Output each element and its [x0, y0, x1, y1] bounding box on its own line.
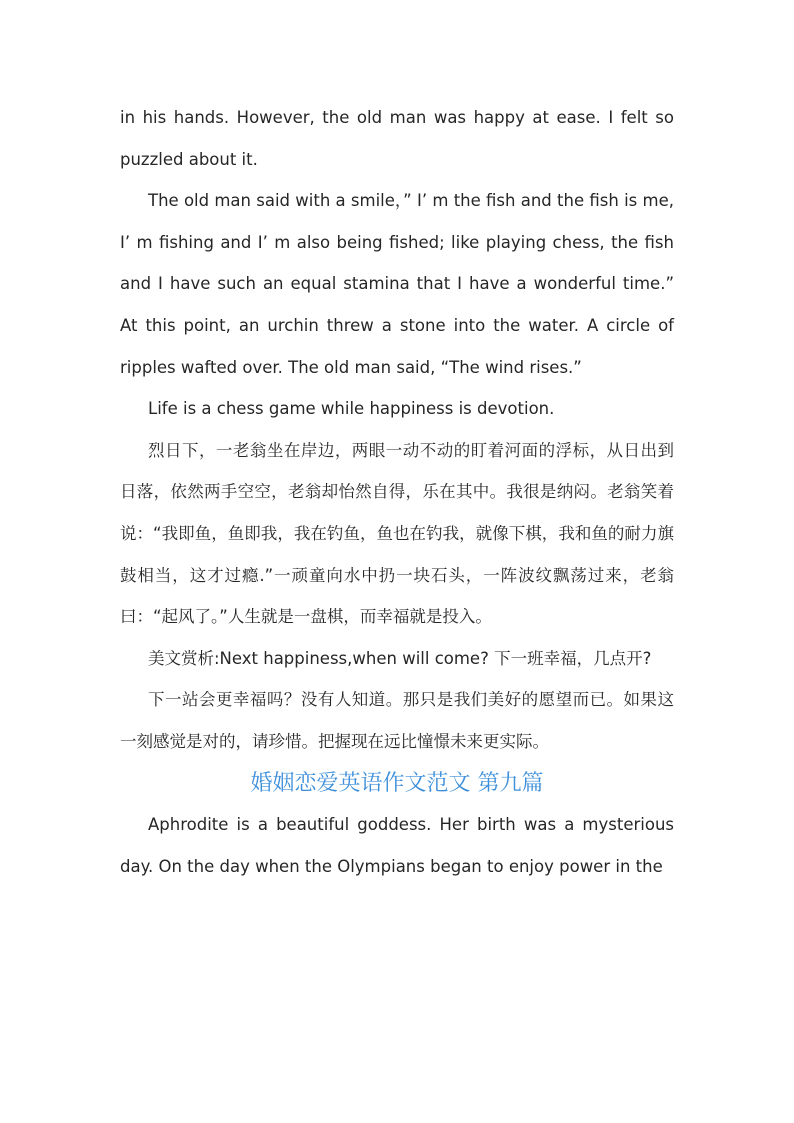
paragraph-next-station: 下一站会更幸福吗？没有人知道。那只是我们美好的愿望而已。如果这一刻感觉是对的，请珍惜。把握现在远比憧憬未来更实际。	[120, 690, 674, 751]
paragraph-old-man-quote: The old man said with a smile，” I’ m the fish and the fish is me, I’ m fishing and I’ m also being fished; like playing chess, the fish and I have such an equal stamina that I have a wonderful time.” At this point, an urchin threw a stone into the water. A circle of ripples wafted over. The old man said, “The wind rises.”	[120, 191, 674, 377]
paragraph-chinese-story: 烈日下，一老翁坐在岸边，两眼一动不动的盯着河面的浮标，从日出到日落，依然两手空空，老翁却怡然自得，乐在其中。我很是纳闷。老翁笑着说：“我即鱼，鱼即我，我在钓鱼，鱼也在钓我，就像下棋，我和鱼的耐力旗鼓相当，这才过瘾.”一顽童向水中扔一块石头，一阵波纹飘荡过来，老翁曰：“起风了。”人生就是一盘棋，而幸福就是投入。	[120, 440, 674, 627]
paragraph-appreciation: 美文赏析:Next happiness,when will come? 下一班幸福，几点开?	[148, 648, 652, 668]
section-title: 婚姻恋爱英语作文范文 第九篇	[250, 770, 544, 796]
paragraph-life-chess: Life is a chess game while happiness is devotion.	[148, 399, 555, 419]
paragraph-aphrodite: Aphrodite is a beautiful goddess. Her birth was a mysterious day. On the day when the Olympians began to enjoy power in the	[120, 815, 674, 876]
paragraph-continuation: in his hands. However, the old man was happy at ease. I felt so puzzled about it.	[120, 108, 674, 169]
document-page	[120, 97, 674, 887]
